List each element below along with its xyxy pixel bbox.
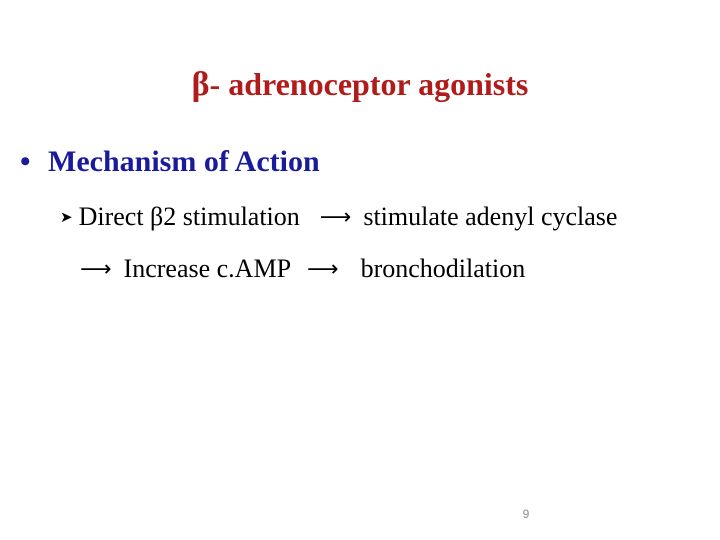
line1-direct-text: Direct [78,202,144,231]
page-number: 9 [522,507,530,521]
mechanism-line-1 [60,200,617,235]
line2-arrow-1-icon: ⟶ [80,257,112,282]
line1-arrow-icon: ⟶ [319,205,352,230]
line1-result-text: stimulate adenyl cyclase [363,202,618,231]
line1-beta-symbol: β [150,202,164,231]
mechanism-line-2 [80,252,525,287]
heading-text: Mechanism of Action [48,145,320,178]
line2-result-text: bronchodilation [360,254,526,283]
line1-stimulation-text: 2 stimulation [163,202,300,231]
line2-camp-text: Increase c.AMP [123,254,292,283]
title-text: - adrenoceptor agonists [209,66,529,102]
heading-bullet: • [20,145,31,178]
line2-arrow-2-icon: ⟶ [307,257,339,282]
arrowhead-bullet-icon: ➤ [60,208,73,226]
title-beta-symbol: β [191,66,210,103]
slide-title [0,64,720,105]
section-heading [20,142,320,182]
